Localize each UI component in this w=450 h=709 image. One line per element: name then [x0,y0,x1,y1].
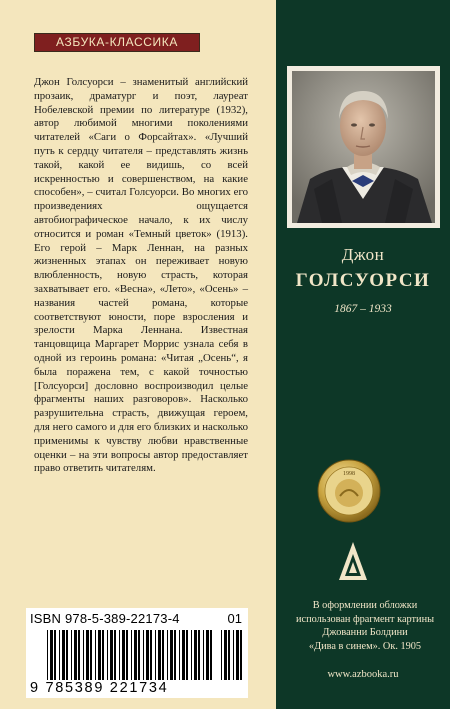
credits-line: В оформлении обложки [312,600,418,611]
award-medal-icon [316,458,382,524]
author-first-name: Джон [341,245,385,264]
author-portrait-frame [287,66,440,228]
series-label: АЗБУКА-КЛАССИКА [56,35,178,49]
isbn-text: ISBN 978-5-389-22173-4 [30,611,180,626]
publisher-website: www.azbooka.ru [327,669,399,680]
credits-line: использован фрагмент картины [296,613,434,625]
barcode-addon-bars [220,630,244,680]
medal-year: 1998 [343,471,355,477]
series-badge [34,33,200,52]
author-last-name: ГОЛСУОРСИ [295,270,431,291]
cover-credits [284,599,446,653]
credits-line: «Дива в синем». Ок. 1905 [308,640,422,652]
barcode-digits: 9 785389 221734 [30,680,169,696]
publisher-logo-icon [337,540,369,584]
barcode-addon: 01 [227,611,242,626]
author-years: 1867 – 1933 [334,303,392,315]
book-description: Джон Голсуорси – знаменитый английский прозаик, драматург и поэт, лауреат Нобелевской премии по литературе (1932), автор любимой многими поколениями читателей «Саги о Форсайтах». «Лучший путь к сердцу читателя – представлять жизнь такой, какой ее видишь, со всей искренностью и совершенством, на какие способен», – считал Голсуорси. Во многих его произведениях ощущается автобиографическое начало, к их числу относится и роман «Темный цветок» (1913). Его герой – Марк Леннан, на разных жизненных этапах он переживает новую влюбленность, новую страсть, которая захватывает его. «Весна», «Лето», «Осень» – названия частей романа, которые соответствуют юности, поре взросления и зрелости Марка Леннана. Известная танцовщица Маргарет Моррис узнала себя в одной из героинь романа: «Читая „Осень“, я была поражена тем, с какой точностью [Голсуорси] дословно воспроизводил целые фрагменты наших разговоров». Насколько разрушительна страсть, движущая героем, для него самого и для его близких и насколько применимы к чувству любви нравственные оценки – на эти вопросы автор предоставляет право ответить читателям. [34,76,248,475]
barcode-block [26,608,248,698]
barcode-bars [46,630,216,680]
credits-line: Джованни Болдини [322,627,408,639]
author-portrait [292,71,435,223]
right-panel [276,0,450,709]
